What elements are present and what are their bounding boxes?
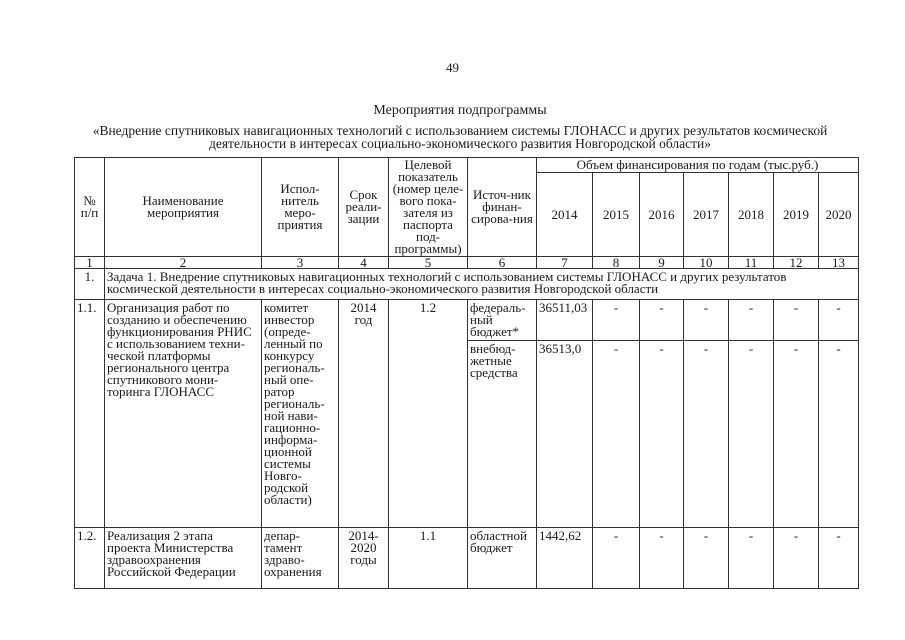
- column-number: 3: [262, 257, 339, 269]
- row-value: -: [593, 528, 640, 589]
- row-value: -: [593, 300, 640, 341]
- row-executor: комитет инвестор (опреде-ленный по конкурсу региональ-ный опе-ратор региональ-ной нави-гационно-информа-ционной системы Новго-родской области): [262, 300, 339, 528]
- row-value: 36513,0: [537, 341, 593, 528]
- header-year: 2015: [593, 173, 640, 257]
- row-value: -: [684, 300, 729, 341]
- row-source: областной бюджет: [468, 528, 537, 589]
- row-value: -: [774, 341, 819, 528]
- table-row: [75, 300, 859, 341]
- task-text: Задача 1. Внедрение спутниковых навигационных технологий с использованием системы ГЛОНАСС и других результатов космической деятельности в интересах социально-экономического развития Новгородской области: [105, 269, 859, 300]
- column-number: 5: [389, 257, 468, 269]
- row-value: 1442,62: [537, 528, 593, 589]
- task-number: 1.: [75, 269, 105, 300]
- row-target: 1.2: [389, 300, 468, 528]
- row-number: 1.2.: [75, 528, 105, 589]
- column-number: 7: [537, 257, 593, 269]
- header-row: [75, 158, 859, 173]
- row-value: -: [819, 528, 859, 589]
- column-number: 6: [468, 257, 537, 269]
- row-value: -: [774, 300, 819, 341]
- row-number: 1.1.: [75, 300, 105, 528]
- column-number: 2: [105, 257, 262, 269]
- row-value: -: [729, 300, 774, 341]
- row-target: 1.1: [389, 528, 468, 589]
- row-value: -: [774, 528, 819, 589]
- task-row: [75, 269, 859, 300]
- column-number: 4: [339, 257, 389, 269]
- row-value: -: [593, 341, 640, 528]
- header-year: 2018: [729, 173, 774, 257]
- column-number: 12: [774, 257, 819, 269]
- header-financing: Объем финансирования по годам (тыс.руб.): [537, 158, 859, 173]
- header-term: Срок реали-зации: [339, 158, 389, 257]
- header-year: 2014: [537, 173, 593, 257]
- header-name: Наименование мероприятия: [105, 158, 262, 257]
- row-executor: депар-тамент здраво-охранения: [262, 528, 339, 589]
- row-value: -: [819, 300, 859, 341]
- header-year: 2019: [774, 173, 819, 257]
- row-name: Реализация 2 этапа проекта Министерства здравоохранения Российской Федерации: [105, 528, 262, 589]
- header-year: 2017: [684, 173, 729, 257]
- header-target: Целевой показатель (номер целе-вого пока-зателя из паспорта под-программы): [389, 158, 468, 257]
- row-value: -: [729, 341, 774, 528]
- row-value: -: [684, 341, 729, 528]
- row-term: 2014-2020 годы: [339, 528, 389, 589]
- column-number: 11: [729, 257, 774, 269]
- document-subtitle: «Внедрение спутниковых навигационных технологий с использованием системы ГЛОНАСС и других результатов космической деятельности в интересах социально-экономического развития Новгородской области»: [92, 123, 828, 151]
- header-year: 2016: [640, 173, 684, 257]
- row-term: 2014 год: [339, 300, 389, 528]
- row-value: -: [684, 528, 729, 589]
- header-no: № п/п: [75, 158, 105, 257]
- column-number: 10: [684, 257, 729, 269]
- column-number: 9: [640, 257, 684, 269]
- row-name: Организация работ по созданию и обеспечению функционирования РНИС с использованием техни-ческой платформы регионального центра спутникового мони-торинга ГЛОНАСС: [105, 300, 262, 528]
- activities-table: [74, 157, 859, 589]
- table-row: [75, 528, 859, 589]
- column-number: 13: [819, 257, 859, 269]
- page-number: 49: [446, 60, 459, 75]
- document-title: Мероприятия подпрограммы: [373, 103, 547, 118]
- row-value: -: [640, 341, 684, 528]
- header-executor: Испол-нитель меро-приятия: [262, 158, 339, 257]
- row-source: внебюд-жетные средства: [468, 341, 537, 528]
- column-number: 8: [593, 257, 640, 269]
- row-value: -: [640, 528, 684, 589]
- row-value: -: [819, 341, 859, 528]
- row-source: федераль-ный бюджет*: [468, 300, 537, 341]
- header-source: Источ-ник финан-сирова-ния: [468, 158, 537, 257]
- column-numbers-row: [75, 257, 859, 269]
- header-year: 2020: [819, 173, 859, 257]
- row-value: -: [640, 300, 684, 341]
- row-value: -: [729, 528, 774, 589]
- row-value: 36511,03: [537, 300, 593, 341]
- column-number: 1: [75, 257, 105, 269]
